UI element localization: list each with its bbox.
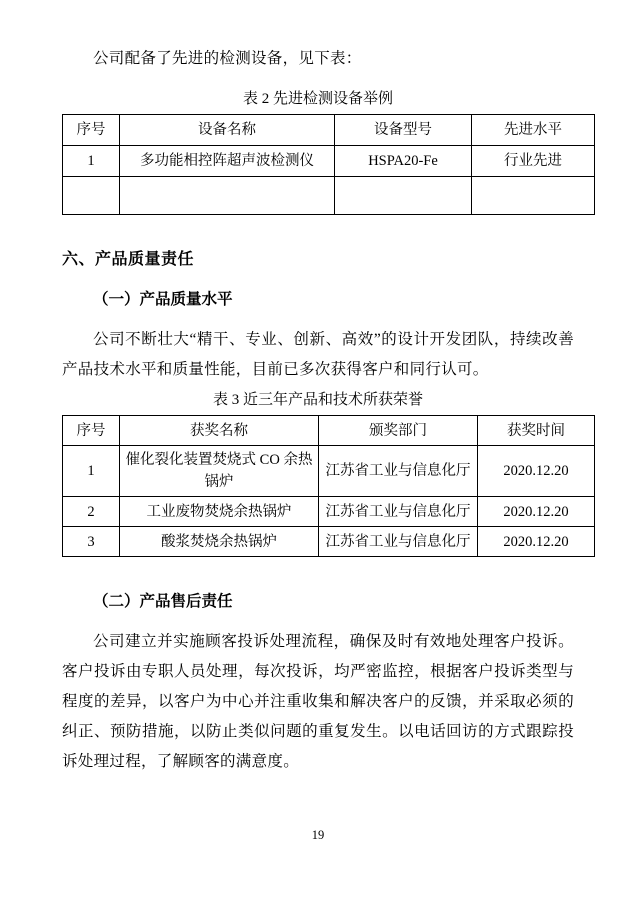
table-row	[63, 527, 595, 557]
table1-cell: 多功能相控阵超声波检测仪	[120, 146, 335, 177]
table2-cell: 2020.12.20	[478, 527, 595, 557]
table-row	[63, 146, 595, 177]
table1-header-cell: 序号	[63, 115, 120, 146]
subsection-heading-one: （一）产品质量水平	[93, 291, 233, 308]
table2-cell: 江苏省工业与信息化厅	[319, 446, 478, 497]
intro-paragraph: 公司配备了先进的检测设备，见下表：	[93, 50, 362, 67]
table1-cell	[472, 177, 595, 215]
spacer	[62, 275, 574, 285]
page-number: 19	[311, 828, 325, 842]
table1-header-cell: 先进水平	[472, 115, 595, 146]
table2-header-cell: 获奖时间	[478, 416, 595, 446]
table-row	[63, 177, 595, 215]
table1-cell: 1	[63, 146, 120, 177]
table1-header-cell: 设备型号	[335, 115, 472, 146]
table1-header-cell: 设备名称	[120, 115, 335, 146]
table1-cell	[335, 177, 472, 215]
table2-header-cell: 颁奖部门	[319, 416, 478, 446]
table2-cell: 2	[63, 497, 120, 527]
table1-cell: HSPA20-Fe	[335, 146, 472, 177]
spacer	[62, 617, 574, 627]
table-header-row	[63, 416, 595, 446]
table1-cell: 行业先进	[472, 146, 595, 177]
spacer	[62, 74, 574, 84]
table2-cell: 江苏省工业与信息化厅	[319, 497, 478, 527]
table2-cell: 2020.12.20	[478, 497, 595, 527]
subsection-heading-two: （二）产品售后责任	[93, 593, 233, 610]
table1-cell	[63, 177, 120, 215]
section-heading: 六、产品质量责任	[62, 251, 195, 268]
table-row	[63, 446, 595, 497]
table-row	[63, 497, 595, 527]
spacer	[62, 315, 574, 325]
advanced-equipment-table	[62, 114, 595, 215]
page-content	[62, 44, 574, 777]
table2-cell: 催化裂化装置焚烧式 CO 余热锅炉	[120, 446, 319, 497]
table1-cell	[120, 177, 335, 215]
table1-caption: 表 2 先进检测设备举例	[242, 91, 393, 107]
table2-header-cell: 获奖名称	[120, 416, 319, 446]
table-header-row	[63, 115, 595, 146]
table2-caption: 表 3 近三年产品和技术所获荣誉	[212, 392, 423, 408]
table2-cell: 酸浆焚烧余热锅炉	[120, 527, 319, 557]
honors-table	[62, 415, 595, 557]
table2-header-cell: 序号	[63, 416, 120, 446]
table2-cell: 江苏省工业与信息化厅	[319, 527, 478, 557]
quality-level-paragraph: 公司不断壮大“精干、专业、创新、高效”的设计开发团队，持续改善产品技术水平和质量性能，目前已多次获得客户和同行认可。	[62, 331, 574, 378]
table2-cell: 3	[63, 527, 120, 557]
table2-cell: 工业废物焚烧余热锅炉	[120, 497, 319, 527]
table2-cell: 2020.12.20	[478, 446, 595, 497]
table2-cell: 1	[63, 446, 120, 497]
after-sales-paragraph: 公司建立并实施顾客投诉处理流程，确保及时有效地处理客户投诉。客户投诉由专职人员处理，每次投诉，均严密监控，根据客户投诉类型与程度的差异，以客户为中心并注重收集和解决客户的反馈，并采取必须的纠正、预防措施，以防止类似问题的重复发生。以电话回访的方式跟踪投诉处理过程，了解顾客的满意度。	[62, 633, 574, 770]
spacer	[62, 557, 574, 587]
spacer	[62, 215, 574, 245]
